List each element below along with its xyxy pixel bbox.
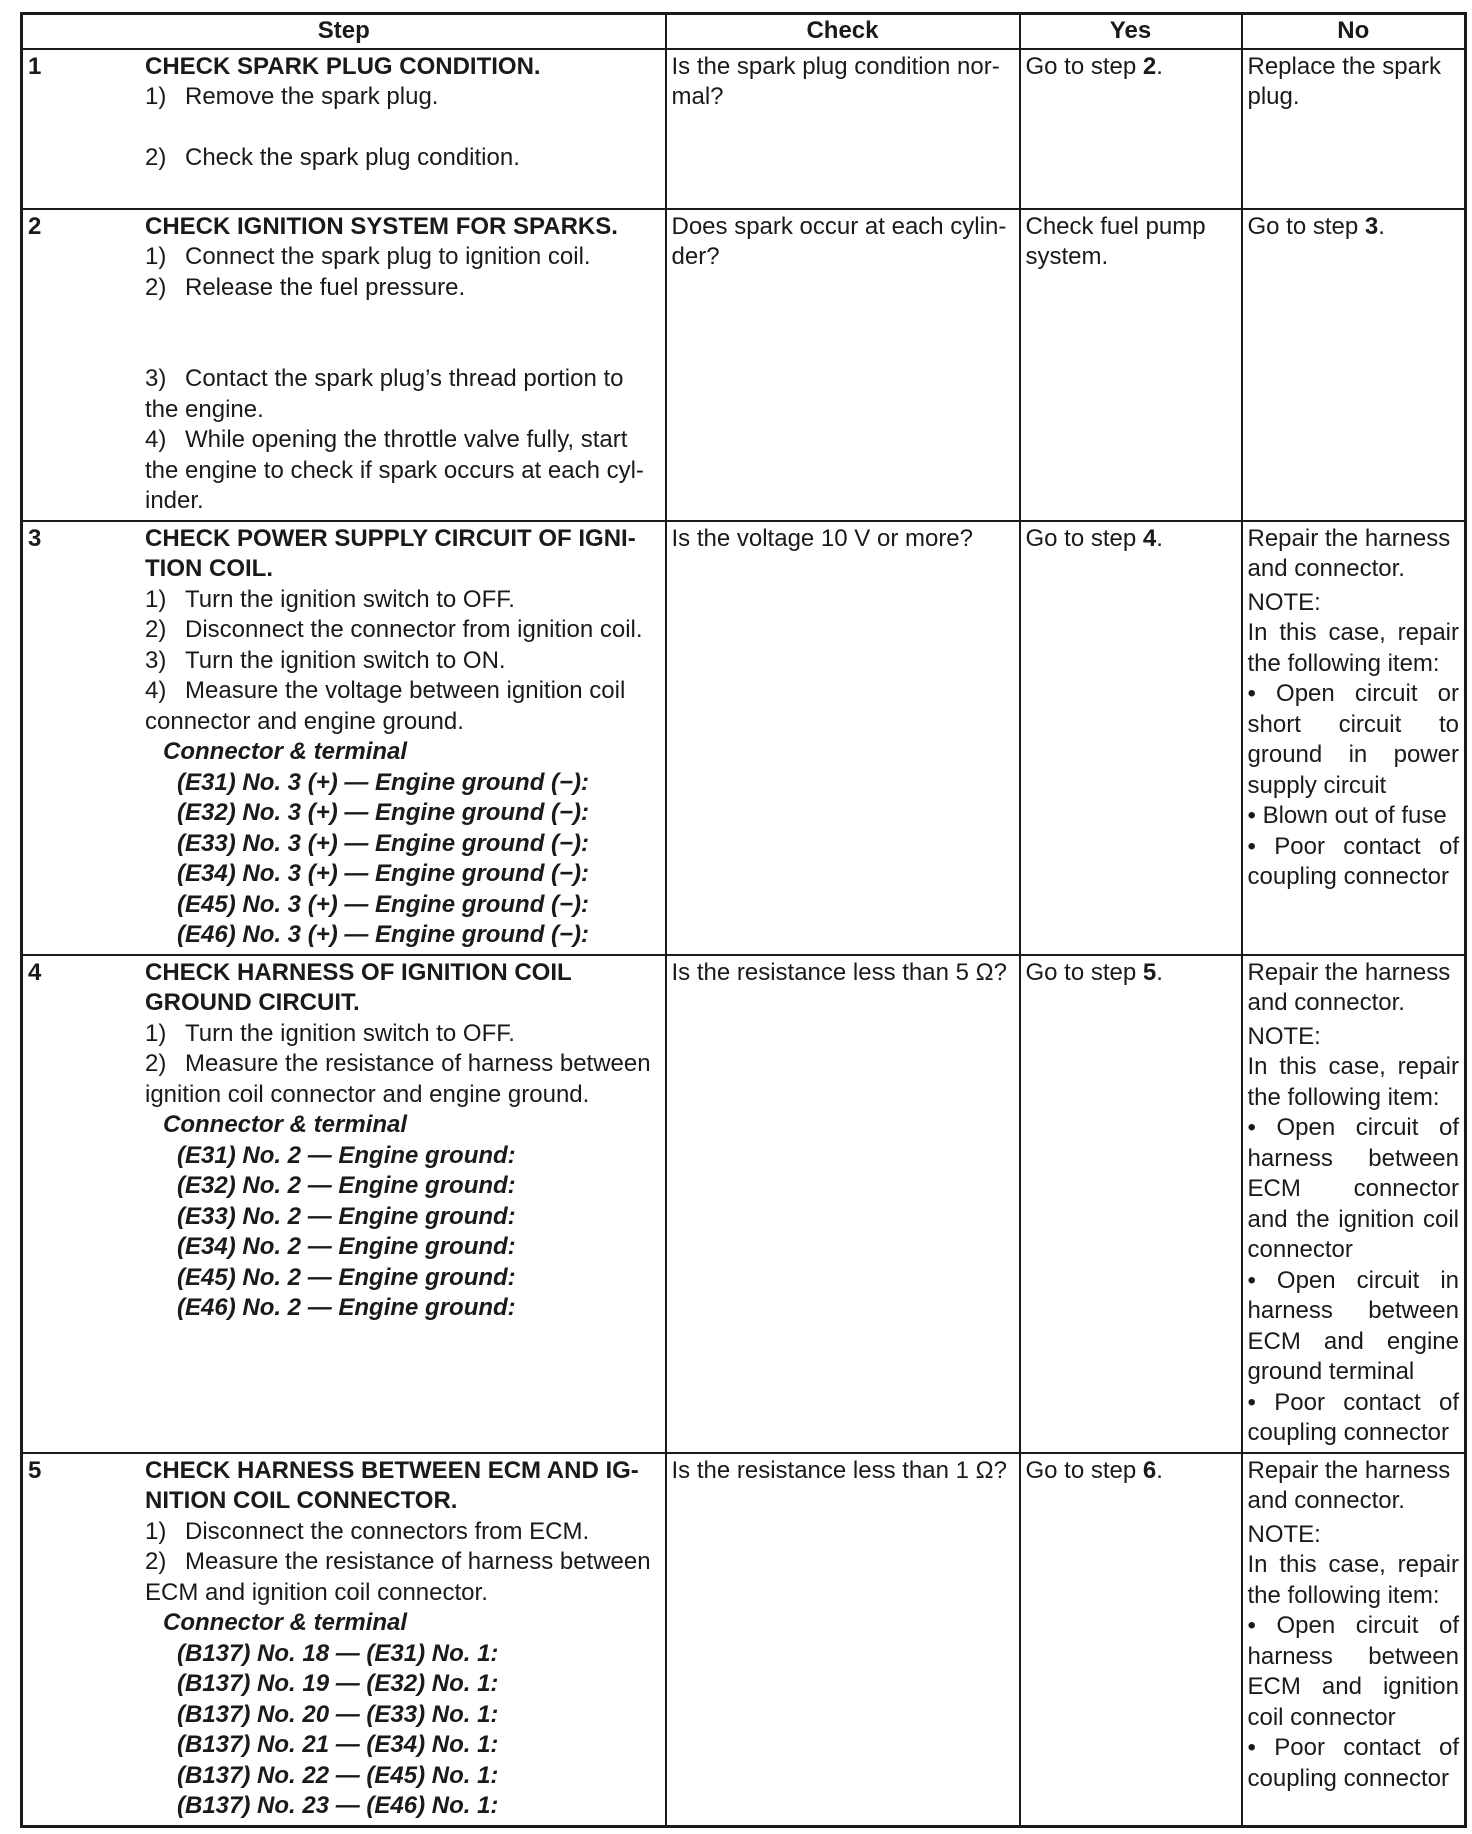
terminal-spec: (E34) No. 3 (+) — Engine ground (−): — [177, 860, 590, 887]
substep-number: 2) — [145, 143, 167, 171]
terminal-spec: (E46) No. 2 — Engine ground: — [177, 1294, 516, 1321]
substep-text: Release the fuel pressure. — [185, 273, 466, 301]
substep-number: 2) — [145, 1548, 167, 1575]
table-row — [22, 209, 1466, 521]
substep-number: 2) — [145, 273, 167, 301]
terminal-spec: (E31) No. 2 — Engine ground: — [177, 1141, 516, 1169]
terminal-spec: (B137) No. 19 — (E32) No. 1: — [177, 1670, 499, 1697]
note-label: NOTE: — [1247, 1520, 1321, 1548]
yes-cell: Go to step 6. — [1020, 1453, 1242, 1827]
step-number: 5 — [28, 1456, 42, 1484]
note-item: • Open circuit of harness between ECM and ignition coil connector — [1247, 1612, 1459, 1731]
no-repair: Repair the harness and connector. — [1247, 958, 1451, 1016]
yes-step-ref: 4 — [1142, 524, 1157, 552]
substep-number: 3) — [145, 365, 167, 392]
no-cell: Replace the spark plug. — [1242, 49, 1466, 209]
step-number: 2 — [28, 212, 42, 240]
substep-number: 2) — [145, 1050, 167, 1077]
note-intro: In this case, repair the following item: — [1247, 1053, 1459, 1111]
terminal-spec: (E45) No. 2 — Engine ground: — [177, 1263, 516, 1291]
substep-number: 3) — [145, 646, 167, 674]
table-row — [22, 955, 1466, 1453]
substep-number: 4) — [145, 426, 167, 453]
substep-number: 1) — [145, 83, 167, 110]
yes-text: Go to step — [1025, 958, 1143, 986]
no-cell: Go to step 3. — [1242, 209, 1466, 521]
terminal-spec: (B137) No. 22 — (E45) No. 1: — [177, 1761, 499, 1789]
diagnostic-table — [20, 12, 1467, 1828]
diagnostic-procedure-page — [20, 12, 1464, 1828]
note-item: • Open circuit or short circuit to ground in power supply circuit — [1247, 680, 1459, 799]
step-title: CHECK POWER SUPPLY CIRCUIT OF IGNI-TION COIL. — [145, 524, 636, 582]
substep-number: 4) — [145, 677, 167, 704]
note-intro: In this case, repair the following item: — [1247, 619, 1459, 677]
substep-text: Turn the ignition switch to ON. — [185, 646, 506, 674]
no-cell — [1242, 521, 1466, 955]
header-no: No — [1242, 14, 1466, 49]
terminal-spec: (E31) No. 3 (+) — Engine ground (−): — [177, 768, 590, 796]
yes-text: Go to step — [1025, 52, 1143, 80]
step-title: CHECK HARNESS OF IGNITION COIL GROUND CIRCUIT. — [145, 958, 572, 1016]
substep-number: 1) — [145, 243, 167, 270]
substep-number: 2) — [145, 616, 167, 643]
step-number: 1 — [28, 52, 42, 80]
connector-terminal-heading: Connector & terminal — [163, 738, 408, 765]
note-item: • Poor contact of coupling connector — [1247, 1734, 1459, 1792]
step-cell — [22, 521, 666, 955]
substep-number: 1) — [145, 1019, 167, 1047]
substep-number: 1) — [145, 1517, 167, 1545]
check-cell: Is the resistance less than 1 Ω? — [666, 1453, 1020, 1827]
terminal-spec: (B137) No. 18 — (E31) No. 1: — [177, 1639, 499, 1667]
yes-cell: Go to step 5. — [1020, 955, 1242, 1453]
note-item: • Poor contact of coupling connector — [1247, 1388, 1459, 1446]
check-cell: Is the spark plug condition nor-mal? — [666, 49, 1020, 209]
note-label: NOTE: — [1247, 588, 1321, 616]
terminal-spec: (B137) No. 20 — (E33) No. 1: — [177, 1700, 499, 1728]
substep-text: Measure the voltage between ignition coil connector and engine ground. — [145, 677, 626, 735]
terminal-spec: (E33) No. 2 — Engine ground: — [177, 1202, 516, 1230]
terminal-spec: (E45) No. 3 (+) — Engine ground (−): — [177, 890, 590, 918]
substep-number: 1) — [145, 585, 167, 613]
yes-cell: Go to step 4. — [1020, 521, 1242, 955]
no-cell — [1242, 1453, 1466, 1827]
no-text: Go to step — [1247, 212, 1365, 240]
connector-terminal-heading: Connector & terminal — [163, 1111, 408, 1138]
terminal-spec: (E32) No. 3 (+) — Engine ground (−): — [177, 799, 590, 826]
connector-terminal-heading: Connector & terminal — [163, 1609, 408, 1636]
substep-text: Remove the spark plug. — [185, 83, 439, 110]
step-title: CHECK SPARK PLUG CONDITION. — [145, 52, 541, 80]
substep-text: Measure the resistance of harness between ECM and ignition coil connector. — [145, 1548, 651, 1606]
substep-text: Contact the spark plug’s thread portion to the engine. — [145, 365, 624, 423]
note-item: • Open circuit in harness between ECM and engine ground terminal — [1247, 1266, 1459, 1385]
header-row — [22, 14, 1466, 49]
substep-text: Turn the ignition switch to OFF. — [185, 585, 515, 613]
header-check: Check — [666, 14, 1020, 49]
check-cell: Is the voltage 10 V or more? — [666, 521, 1020, 955]
table-row — [22, 521, 1466, 955]
step-number: 4 — [28, 958, 42, 986]
substep-text: Connect the spark plug to ignition coil. — [185, 243, 591, 270]
terminal-spec: (E33) No. 3 (+) — Engine ground (−): — [177, 829, 590, 857]
step-cell — [22, 209, 666, 521]
yes-cell: Go to step 2. — [1020, 49, 1242, 209]
table-row — [22, 49, 1466, 209]
note-item: • Poor contact of coupling connector — [1247, 832, 1459, 890]
note-item: • Blown out of fuse — [1247, 802, 1447, 829]
yes-text: Go to step — [1025, 1456, 1143, 1484]
terminal-spec: (B137) No. 23 — (E46) No. 1: — [177, 1792, 499, 1819]
substep-text: While opening the throttle valve fully, start the engine to check if spark occurs at each cyl-inder. — [145, 426, 644, 514]
yes-step-ref: 2 — [1142, 52, 1157, 80]
terminal-spec: (E32) No. 2 — Engine ground: — [177, 1172, 516, 1199]
no-cell — [1242, 955, 1466, 1453]
step-number: 3 — [28, 524, 42, 552]
no-repair: Repair the harness and connector. — [1247, 524, 1451, 582]
step-cell — [22, 49, 666, 209]
note-label: NOTE: — [1247, 1022, 1321, 1050]
step-title: CHECK HARNESS BETWEEN ECM AND IG-NITION COIL CONNECTOR. — [145, 1456, 639, 1514]
no-step-ref: 3 — [1364, 212, 1379, 240]
substep-text: Disconnect the connectors from ECM. — [185, 1517, 590, 1545]
yes-step-ref: 5 — [1142, 958, 1157, 986]
check-cell: Is the resistance less than 5 Ω? — [666, 955, 1020, 1453]
header-step: Step — [22, 14, 666, 49]
yes-step-ref: 6 — [1142, 1456, 1157, 1484]
step-title: CHECK IGNITION SYSTEM FOR SPARKS. — [145, 212, 618, 240]
substep-text: Turn the ignition switch to OFF. — [185, 1019, 515, 1047]
yes-cell: Check fuel pump system. — [1020, 209, 1242, 521]
header-yes: Yes — [1020, 14, 1242, 49]
no-repair: Repair the harness and connector. — [1247, 1456, 1451, 1514]
substep-text: Measure the resistance of harness between ignition coil connector and engine ground. — [145, 1050, 651, 1108]
table-row — [22, 1453, 1466, 1827]
note-item: • Open circuit of harness between ECM connector and the ignition coil connector — [1247, 1114, 1459, 1263]
terminal-spec: (E46) No. 3 (+) — Engine ground (−): — [177, 921, 590, 948]
step-cell — [22, 955, 666, 1453]
check-cell: Does spark occur at each cylin-der? — [666, 209, 1020, 521]
substep-text: Disconnect the connector from ignition coil. — [185, 616, 643, 643]
terminal-spec: (B137) No. 21 — (E34) No. 1: — [177, 1731, 499, 1758]
yes-text: Go to step — [1025, 524, 1143, 552]
step-cell — [22, 1453, 666, 1827]
terminal-spec: (E34) No. 2 — Engine ground: — [177, 1233, 516, 1260]
note-intro: In this case, repair the following item: — [1247, 1551, 1459, 1609]
substep-text: Check the spark plug condition. — [185, 143, 520, 171]
